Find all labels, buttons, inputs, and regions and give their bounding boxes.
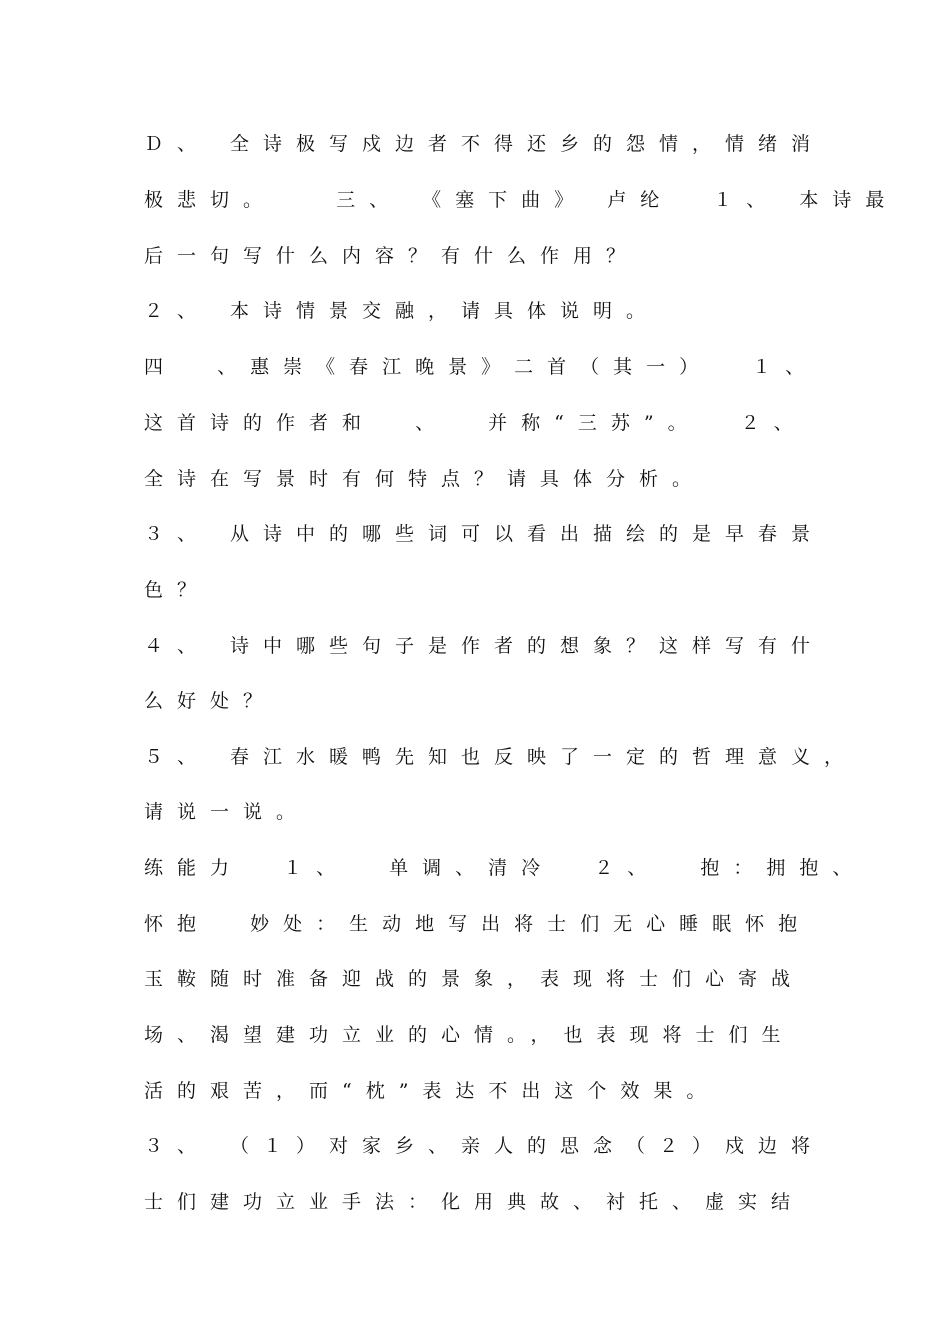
text-line: 全诗在写景时有何特点？请具体分析。 xyxy=(144,468,706,490)
text-line: 活的艰苦，而“枕”表达不出这个效果。 xyxy=(144,1080,720,1102)
text-line: 士们建功立业手法：化用典故、衬托、虚实结 xyxy=(144,1191,805,1213)
text-line: ３、 从诗中的哪些词可以看出描绘的是早春景 xyxy=(144,523,825,545)
text-line: ３、 （１）对家乡、亲人的思念（２）戍边将 xyxy=(144,1135,825,1157)
text-line: ５、 春江水暖鸭先知也反映了一定的哲理意义， xyxy=(144,746,858,768)
text-line: 极悲切。 三、 《塞下曲》 卢纶 １、 本诗最 xyxy=(144,189,899,211)
text-line: 场、渴望建功立业的心情。，也表现将士们生 xyxy=(144,1024,795,1046)
text-line: 怀抱 妙处：生动地写出将士们无心睡眠怀抱 xyxy=(144,913,812,935)
text-line: 玉鞍随时准备迎战的景象，表现将士们心寄战 xyxy=(144,968,805,990)
text-line: 色？ xyxy=(144,579,211,601)
text-line: 后一句写什么内容？有什么作用？ xyxy=(144,245,640,267)
text-line: 这首诗的作者和 、 并称“三苏”。 ２、 xyxy=(144,412,807,434)
text-line: 四 、惠崇《春江晚景》二首（其一） １、 xyxy=(144,356,819,378)
text-line: ２、 本诗情景交融，请具体说明。 xyxy=(144,300,660,322)
text-line: 么好处？ xyxy=(144,690,277,712)
text-line: Ｄ、 全诗极写戍边者不得还乡的怨情，情绪消 xyxy=(144,133,825,155)
text-line: ４、 诗中哪些句子是作者的想象？这样写有什 xyxy=(144,635,825,657)
text-line: 练能力 １、 单调、清冷 ２、 抱：拥抱、 xyxy=(144,857,866,879)
text-line: 请说一说。 xyxy=(144,801,310,823)
